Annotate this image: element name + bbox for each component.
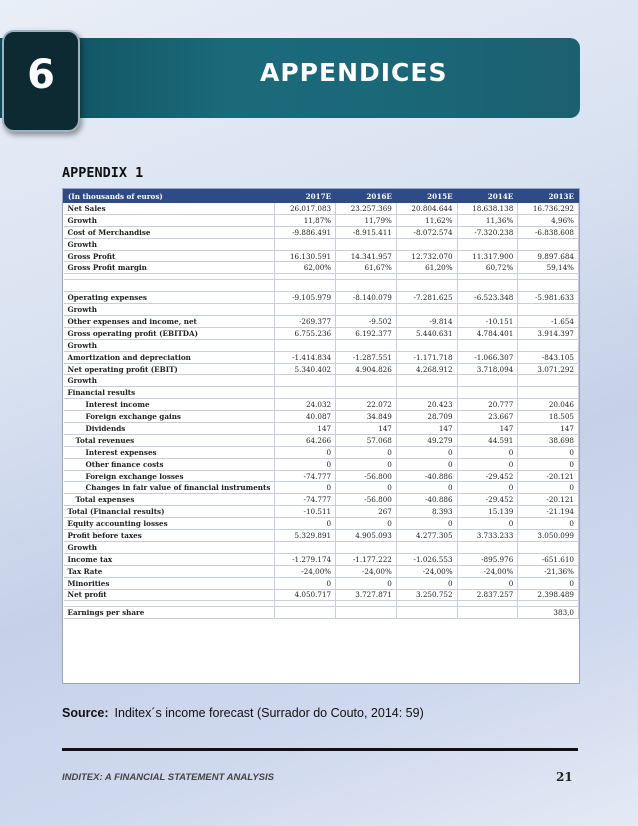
row-value: -56.800 [336, 470, 397, 482]
table-row [64, 387, 579, 399]
row-value: 0 [518, 482, 579, 494]
row-value: -9.886.491 [275, 226, 336, 238]
row-value [396, 304, 457, 316]
row-value: 0 [336, 482, 397, 494]
row-value: 0 [518, 518, 579, 530]
row-value: -24,00% [457, 565, 518, 577]
row-value: 18.505 [518, 411, 579, 423]
table-row [64, 446, 579, 458]
row-label: Financial results [64, 387, 275, 399]
row-value: 4.905.093 [336, 530, 397, 542]
row-value: 0 [275, 458, 336, 470]
row-value [275, 541, 336, 553]
row-value: 9.897.684 [518, 250, 579, 262]
row-value [275, 607, 336, 619]
row-label: Cost of Merchandise [64, 226, 275, 238]
row-value: 147 [518, 423, 579, 435]
row-value: -843.105 [518, 351, 579, 363]
row-value [396, 541, 457, 553]
row-value: 8.393 [396, 506, 457, 518]
row-value: -21.194 [518, 506, 579, 518]
row-value: -29.452 [457, 494, 518, 506]
row-value: -9.502 [336, 316, 397, 328]
row-value: 0 [336, 518, 397, 530]
row-value: -9.814 [396, 316, 457, 328]
table-row [64, 506, 579, 518]
row-label: Growth [64, 304, 275, 316]
row-value: -24,00% [275, 565, 336, 577]
table-row [64, 607, 579, 619]
table-row [64, 351, 579, 363]
row-value [275, 339, 336, 351]
row-label: Total revenues [64, 434, 275, 446]
row-value [518, 541, 579, 553]
table-row [64, 316, 579, 328]
row-label: Equity accounting losses [64, 518, 275, 530]
row-value [336, 375, 397, 387]
row-value: 4.050.717 [275, 589, 336, 601]
row-value: 3.250.752 [396, 589, 457, 601]
row-label: Growth [64, 238, 275, 250]
row-label: Interest income [64, 399, 275, 411]
row-value [457, 607, 518, 619]
table-row [64, 470, 579, 482]
row-label: Growth [64, 541, 275, 553]
row-label: Growth [64, 339, 275, 351]
row-value: 0 [275, 446, 336, 458]
row-value [518, 238, 579, 250]
row-label: Earnings per share [64, 607, 275, 619]
row-value: -8.140.079 [336, 292, 397, 304]
row-value: 3.727.871 [336, 589, 397, 601]
row-label: Dividends [64, 423, 275, 435]
table-row [64, 482, 579, 494]
row-value: -1.066.307 [457, 351, 518, 363]
row-value: 0 [457, 518, 518, 530]
row-label: Minorities [64, 577, 275, 589]
row-value [336, 238, 397, 250]
row-label: Operating expenses [64, 292, 275, 304]
row-value: -5.981.633 [518, 292, 579, 304]
table-row [64, 541, 579, 553]
table-row [64, 375, 579, 387]
table-row [64, 434, 579, 446]
row-value: 5.440.631 [396, 327, 457, 339]
row-value [518, 280, 579, 292]
row-value: 20.777 [457, 399, 518, 411]
table-row [64, 399, 579, 411]
row-value: -6.523.348 [457, 292, 518, 304]
row-value: 3.914.397 [518, 327, 579, 339]
row-value: 26.017.083 [275, 203, 336, 215]
row-value: 62,00% [275, 262, 336, 274]
row-label: Interest expenses [64, 446, 275, 458]
row-value: -8.072.574 [396, 226, 457, 238]
row-value [518, 339, 579, 351]
row-value: -10.151 [457, 316, 518, 328]
row-value: 0 [457, 446, 518, 458]
row-label: Growth [64, 375, 275, 387]
row-value: 0 [457, 458, 518, 470]
row-value: 15.139 [457, 506, 518, 518]
row-value: 2.398.489 [518, 589, 579, 601]
table-row [64, 203, 579, 215]
row-value: 0 [396, 482, 457, 494]
row-value: -7.320.238 [457, 226, 518, 238]
row-value [396, 339, 457, 351]
row-value [275, 280, 336, 292]
row-value: 4.784.401 [457, 327, 518, 339]
row-value: 0 [336, 458, 397, 470]
row-value [396, 387, 457, 399]
table-row [64, 292, 579, 304]
row-value: 11,36% [457, 214, 518, 226]
row-value [336, 304, 397, 316]
row-value: -6.838.608 [518, 226, 579, 238]
row-value: -651.610 [518, 553, 579, 565]
row-value: 3.050.099 [518, 530, 579, 542]
row-value [275, 238, 336, 250]
row-value [396, 238, 457, 250]
row-value: 6.755.236 [275, 327, 336, 339]
row-value [336, 607, 397, 619]
table-row [64, 238, 579, 250]
source-label: Source: [62, 706, 109, 720]
row-value: 2.837.257 [457, 589, 518, 601]
row-value: 61,20% [396, 262, 457, 274]
row-value: -1.279.174 [275, 553, 336, 565]
chapter-number-box [2, 30, 80, 132]
row-label: Other finance costs [64, 458, 275, 470]
row-value [518, 304, 579, 316]
row-value: -29.452 [457, 470, 518, 482]
chapter-title: APPENDICES [260, 58, 448, 87]
table-row [64, 411, 579, 423]
row-value [396, 375, 457, 387]
row-value [457, 280, 518, 292]
row-value: 28.709 [396, 411, 457, 423]
row-value: 23.667 [457, 411, 518, 423]
row-value [336, 280, 397, 292]
row-value: -1.171.718 [396, 351, 457, 363]
row-label: Gross Profit [64, 250, 275, 262]
row-value: -74.777 [275, 470, 336, 482]
row-value: 0 [518, 458, 579, 470]
row-value: 3.718.094 [457, 363, 518, 375]
row-value [336, 541, 397, 553]
row-value: 147 [336, 423, 397, 435]
header-year: 2014E [457, 190, 518, 203]
row-label: Amortization and depreciation [64, 351, 275, 363]
row-label: Gross Profit margin [64, 262, 275, 274]
row-value: -40.886 [396, 470, 457, 482]
row-value [457, 339, 518, 351]
row-value: 22.072 [336, 399, 397, 411]
row-value: 0 [396, 458, 457, 470]
row-value: -24,00% [396, 565, 457, 577]
row-value: 57.068 [336, 434, 397, 446]
row-value: 4,96% [518, 214, 579, 226]
row-value [336, 387, 397, 399]
row-value: -20.121 [518, 470, 579, 482]
row-label: Changes in fair value of financial instruments [64, 482, 275, 494]
row-value: 0 [457, 577, 518, 589]
table-row [64, 280, 579, 292]
row-value: 11.317.900 [457, 250, 518, 262]
row-value: 14.341.957 [336, 250, 397, 262]
row-value: 5.340.402 [275, 363, 336, 375]
table-row [64, 304, 579, 316]
table-row [64, 518, 579, 530]
row-value: -40.886 [396, 494, 457, 506]
row-value: 4.268.912 [396, 363, 457, 375]
income-forecast-table [62, 188, 580, 684]
row-label: Net Sales [64, 203, 275, 215]
row-label: Total (Financial results) [64, 506, 275, 518]
row-value: 0 [336, 446, 397, 458]
table-row [64, 553, 579, 565]
row-value: -10.511 [275, 506, 336, 518]
row-value: 4.904.826 [336, 363, 397, 375]
row-value: 383,0 [518, 607, 579, 619]
header-year: 2013E [518, 190, 579, 203]
page-number: 21 [556, 770, 573, 784]
row-value: 3.071.292 [518, 363, 579, 375]
row-value: -1.287.551 [336, 351, 397, 363]
row-label: Foreign exchange losses [64, 470, 275, 482]
table-row [64, 589, 579, 601]
row-value: 20.046 [518, 399, 579, 411]
row-value [457, 541, 518, 553]
row-value: -1.654 [518, 316, 579, 328]
row-value: -269.377 [275, 316, 336, 328]
table-row [64, 226, 579, 238]
row-value: -895.976 [457, 553, 518, 565]
row-label: Income tax [64, 553, 275, 565]
row-value: 61,67% [336, 262, 397, 274]
row-value [518, 375, 579, 387]
row-value: 0 [396, 446, 457, 458]
row-value: -20.121 [518, 494, 579, 506]
row-label: Growth [64, 214, 275, 226]
row-label: Other expenses and income, net [64, 316, 275, 328]
row-value: 0 [518, 446, 579, 458]
footer-rule [62, 748, 578, 751]
row-label: Foreign exchange gains [64, 411, 275, 423]
row-value: -8.915.411 [336, 226, 397, 238]
row-value [457, 387, 518, 399]
row-value: 0 [396, 577, 457, 589]
row-value [336, 339, 397, 351]
row-value: 20.804.644 [396, 203, 457, 215]
row-value: -1.026.553 [396, 553, 457, 565]
row-label: Tax Rate [64, 565, 275, 577]
row-value [457, 304, 518, 316]
row-label: Net operating profit (EBIT) [64, 363, 275, 375]
table-row [64, 423, 579, 435]
table-header-row [64, 190, 579, 203]
row-value: 23.257.369 [336, 203, 397, 215]
row-value: 0 [336, 577, 397, 589]
source-text: Inditex´s income forecast (Surrador do Couto, 2014: 59) [114, 706, 424, 720]
row-value: -7.281.625 [396, 292, 457, 304]
table-row [64, 494, 579, 506]
row-value: 147 [275, 423, 336, 435]
row-value: 11,62% [396, 214, 457, 226]
row-value [396, 607, 457, 619]
row-value [275, 387, 336, 399]
appendix-heading: APPENDIX 1 [62, 165, 144, 181]
row-value: -74.777 [275, 494, 336, 506]
row-value: -21,36% [518, 565, 579, 577]
row-value: 0 [275, 577, 336, 589]
row-value: 0 [275, 518, 336, 530]
row-value: -24,00% [336, 565, 397, 577]
row-value: 0 [275, 482, 336, 494]
header-label: (In thousands of euros) [64, 190, 275, 203]
row-value: 16.130.591 [275, 250, 336, 262]
row-value: 34.849 [336, 411, 397, 423]
row-value: 6.192.377 [336, 327, 397, 339]
row-value [396, 280, 457, 292]
source-note [62, 706, 424, 720]
row-value [275, 375, 336, 387]
row-value [275, 304, 336, 316]
row-value: -56.800 [336, 494, 397, 506]
row-value: 267 [336, 506, 397, 518]
row-value: 11,87% [275, 214, 336, 226]
row-value: 64.266 [275, 434, 336, 446]
row-value [457, 375, 518, 387]
table-row [64, 250, 579, 262]
row-label [64, 280, 275, 292]
row-value: 11,79% [336, 214, 397, 226]
row-value: 0 [457, 482, 518, 494]
row-value: -1.177.222 [336, 553, 397, 565]
row-value: 59,14% [518, 262, 579, 274]
row-value [457, 238, 518, 250]
chapter-number: 6 [27, 52, 55, 98]
row-value: 49.279 [396, 434, 457, 446]
row-value: 16.736.292 [518, 203, 579, 215]
footer-title: INDITEX: A FINANCIAL STATEMENT ANALYSIS [62, 772, 274, 783]
row-value: 44.591 [457, 434, 518, 446]
row-value: 3.733.233 [457, 530, 518, 542]
row-value: 18.638.138 [457, 203, 518, 215]
row-value: 24.032 [275, 399, 336, 411]
header-year: 2017E [275, 190, 336, 203]
row-label: Gross operating profit (EBITDA) [64, 327, 275, 339]
table-row [64, 577, 579, 589]
row-label: Net profit [64, 589, 275, 601]
header-year: 2015E [396, 190, 457, 203]
row-label: Profit before taxes [64, 530, 275, 542]
table-row [64, 458, 579, 470]
row-value: 38.698 [518, 434, 579, 446]
table-row [64, 262, 579, 274]
table-row [64, 363, 579, 375]
row-value [518, 387, 579, 399]
row-value: 20.423 [396, 399, 457, 411]
row-value: 40.087 [275, 411, 336, 423]
row-value: 147 [396, 423, 457, 435]
row-value: -9.105.979 [275, 292, 336, 304]
row-value: 147 [457, 423, 518, 435]
table-row [64, 530, 579, 542]
table-row [64, 565, 579, 577]
table-row [64, 214, 579, 226]
row-value: -1.414.834 [275, 351, 336, 363]
table-row [64, 339, 579, 351]
row-value: 4.277.305 [396, 530, 457, 542]
row-value: 0 [518, 577, 579, 589]
row-value: 0 [396, 518, 457, 530]
row-value: 5.329.891 [275, 530, 336, 542]
row-value: 60,72% [457, 262, 518, 274]
table-row [64, 327, 579, 339]
header-year: 2016E [336, 190, 397, 203]
row-label: Total expenses [64, 494, 275, 506]
row-value: 12.732.070 [396, 250, 457, 262]
